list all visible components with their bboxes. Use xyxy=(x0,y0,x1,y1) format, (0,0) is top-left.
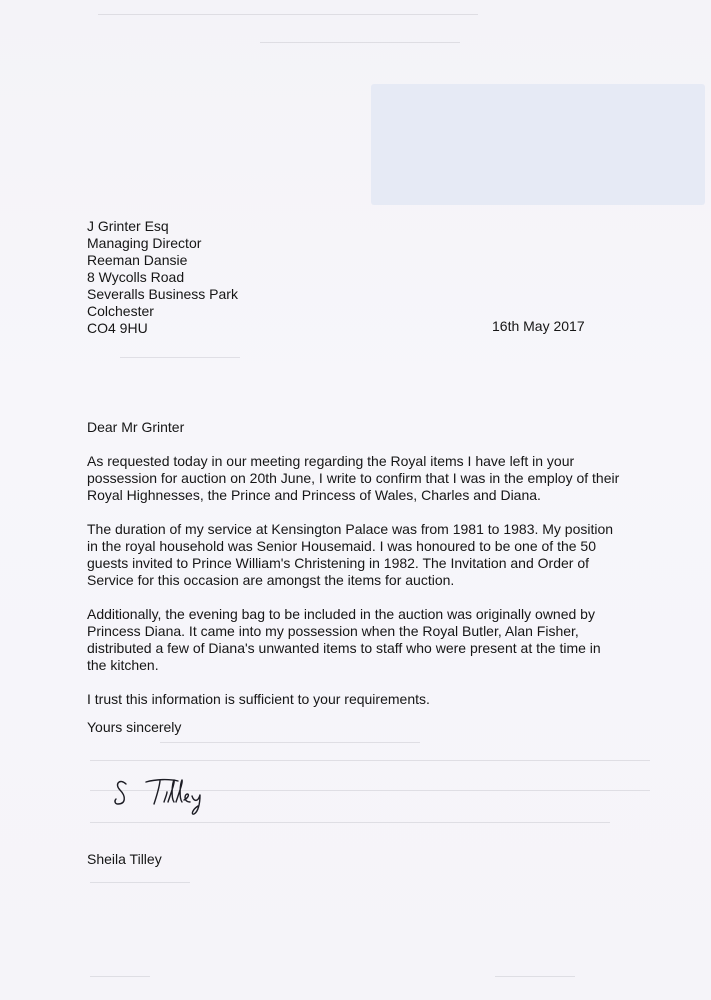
show-through-line xyxy=(90,760,650,761)
salutation: Dear Mr Grinter xyxy=(87,419,185,435)
show-through-line xyxy=(495,976,575,977)
show-through-line xyxy=(90,882,190,883)
address-line: Severalls Business Park xyxy=(87,286,238,302)
letter-body xyxy=(87,453,622,725)
body-paragraph: As requested today in our meeting regarding the Royal items I have left in your possession for auction on 20th June, I write to confirm that I was in the employ of their Royal Highnesses, the Prince and Princess of Wales, Charles and Diana. xyxy=(87,453,620,503)
show-through-line xyxy=(90,822,610,823)
show-through-line xyxy=(120,357,240,358)
address-line: Reeman Dansie xyxy=(87,252,188,268)
body-paragraph: The duration of my service at Kensington Palace was from 1981 to 1983. My position in the royal household was Senior Housemaid. I was honoured to be one of the 50 guests invited to Prince William's Christening in 1982. The Invitation and Order of Service for this occasion are amongst the items for auction. xyxy=(87,521,614,588)
body-paragraph: Additionally, the evening bag to be included in the auction was originally owned by Princess Diana. It came into my possession when the Royal Butler, Alan Fisher, distributed a few of Diana's unwanted items to staff who were present at the time in the kitchen. xyxy=(87,606,601,673)
body-paragraph: I trust this information is sufficient to your requirements. xyxy=(87,691,430,707)
signatory-name: Sheila Tilley xyxy=(87,851,162,867)
show-through-line xyxy=(160,742,420,743)
address-line: Colchester xyxy=(87,303,154,319)
address-line: CO4 9HU xyxy=(87,320,148,336)
show-through-line xyxy=(90,976,150,977)
show-through-line xyxy=(98,14,478,15)
letter-date: 16th May 2017 xyxy=(492,318,585,334)
address-line: Managing Director xyxy=(87,235,202,251)
closing: Yours sincerely xyxy=(87,719,182,735)
address-line: J Grinter Esq xyxy=(87,218,169,234)
show-through-line xyxy=(260,42,460,43)
handwritten-signature xyxy=(112,772,222,817)
envelope-window-panel xyxy=(371,84,705,205)
recipient-address xyxy=(87,218,238,337)
address-line: 8 Wycolls Road xyxy=(87,269,185,285)
